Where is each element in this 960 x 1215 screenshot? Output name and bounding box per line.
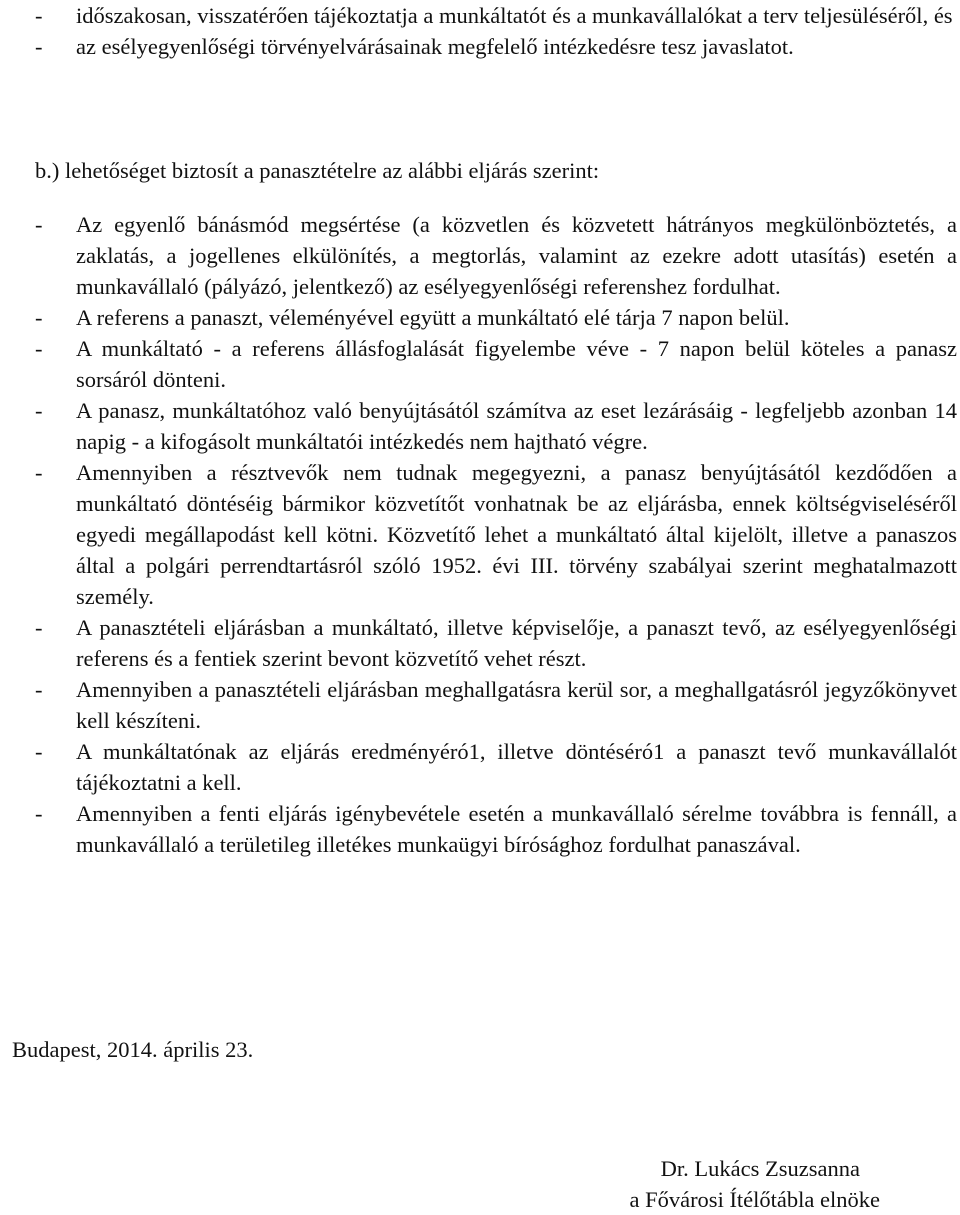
dash-marker: - <box>35 305 43 330</box>
list-item-text: A panasztételi eljárásban a munkáltató, illetve képviselője, a panaszt tevő, az esélyegyenlőségi referens és a fentiek szerint bevont közvetítő vehet részt. <box>76 615 957 671</box>
dash-marker: - <box>35 398 43 423</box>
list-item <box>0 333 957 395</box>
list-item <box>0 395 957 457</box>
section-b-intro: b.) lehetőséget biztosít a panasztételre az alábbi eljárás szerint: <box>35 158 600 183</box>
dash-marker: - <box>35 677 43 702</box>
list-item-text: Amennyiben a panasztételi eljárásban meghallgatásra kerül sor, a meghallgatásról jegyzőkönyvet kell készíteni. <box>76 677 957 733</box>
list-item <box>0 457 957 612</box>
dash-marker: - <box>35 615 43 640</box>
signatory-title: a Fővárosi Ítélőtábla elnöke <box>629 1187 880 1212</box>
list-item-text: A munkáltatónak az eljárás eredményéró1, illetve döntéséró1 a panaszt tevő munkavállalót tájékoztatni a kell. <box>76 739 957 795</box>
list-item-text: az esélyegyenlőségi törvényelvárásainak megfelelő intézkedésre tesz javaslatot. <box>76 34 794 59</box>
dash-marker: - <box>35 3 43 28</box>
top-bullet-list <box>0 0 957 62</box>
list-item <box>0 209 957 302</box>
list-item-text: Amennyiben a fenti eljárás igénybevétele esetén a munkavállaló sérelme továbbra is fennáll, a munkavállaló a területileg illetékes munkaügyi bírósághoz fordulhat panaszával. <box>76 801 957 857</box>
list-item <box>0 31 957 62</box>
list-item <box>0 736 957 798</box>
list-item-text: időszakosan, visszatérően tájékoztatja a munkáltatót és a munkavállalókat a terv teljesüléséről, és <box>76 3 953 28</box>
dash-marker: - <box>35 212 43 237</box>
dash-marker: - <box>35 801 43 826</box>
procedure-list <box>0 209 957 860</box>
list-item <box>0 0 957 31</box>
list-item-text: A panasz, munkáltatóhoz való benyújtásától számítva az eset lezárásáig - legfeljebb azonban 14 napig - a kifogásolt munkáltatói intézkedés nem hajtható végre. <box>76 398 957 454</box>
list-item <box>0 674 957 736</box>
list-item-text: A referens a panaszt, véleményével együtt a munkáltató elé tárja 7 napon belül. <box>76 305 790 330</box>
list-item-text: Az egyenlő bánásmód megsértése (a közvetlen és közvetett hátrányos megkülönböztetés, a zaklatás, a jogellenes elkülönítés, a megtorlás, valamint az ezekre adott utasítás) esetén a munkavállaló (pályázó, jelentkező) az esélyegyenlőségi referenshez fordulhat. <box>76 212 957 299</box>
dash-marker: - <box>35 460 43 485</box>
list-item <box>0 798 957 860</box>
list-item <box>0 612 957 674</box>
dash-marker: - <box>35 34 43 59</box>
list-item-text: A munkáltató - a referens állásfoglalását figyelembe véve - 7 napon belül köteles a panasz sorsáról dönteni. <box>76 336 957 392</box>
signatory-name: Dr. Lukács Zsuzsanna <box>660 1156 860 1181</box>
place-and-date: Budapest, 2014. április 23. <box>12 1037 254 1062</box>
list-item <box>0 302 957 333</box>
list-item-text: Amennyiben a résztvevők nem tudnak megegyezni, a panasz benyújtásától kezdődően a munkáltató döntéséig bármikor közvetítőt vonhatnak be az eljárásba, ennek költségviseléséről egyedi megállapodást kell kötni. Közvetítő lehet a munkáltató által kijelölt, illetve a panaszos által a polgári perrendtartásról szóló 1952. évi III. törvény szabályai szerint meghatalmazott személy. <box>76 460 957 609</box>
signature-block <box>0 1153 880 1215</box>
dash-marker: - <box>35 336 43 361</box>
dash-marker: - <box>35 739 43 764</box>
